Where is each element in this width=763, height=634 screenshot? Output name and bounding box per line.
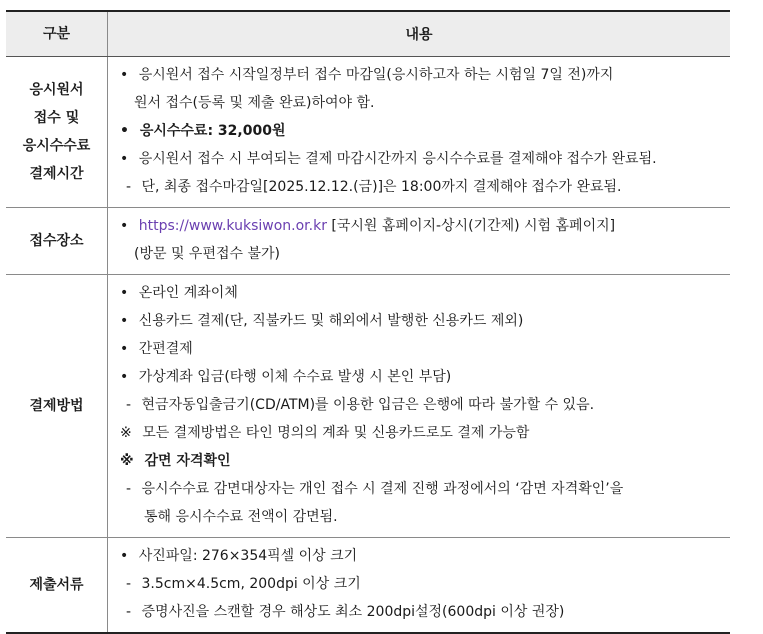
table-header-row — [6, 11, 730, 57]
category-line: 결제시간 — [29, 166, 84, 182]
dash-marker: - — [126, 481, 132, 497]
bullet-marker: • — [120, 218, 129, 234]
content-line — [120, 307, 726, 335]
line-text: [국시원 홈페이지-상시(기간제) 시험 홈페이지] — [331, 218, 616, 234]
content-line — [120, 542, 726, 570]
bullet-marker: • — [120, 369, 129, 385]
category-line: 응시수수료 — [22, 138, 91, 154]
row-content-location — [108, 208, 731, 275]
content-line — [120, 335, 726, 363]
category-line: 접수 및 — [33, 110, 80, 126]
content-line — [120, 391, 726, 419]
content-line — [120, 212, 726, 240]
line-text: 간편결제 — [138, 341, 193, 357]
reduction-heading: 감면 자격확인 — [144, 453, 231, 469]
category-line: 결제방법 — [29, 398, 84, 414]
content-line — [120, 145, 726, 173]
table-row — [6, 538, 730, 634]
content-line — [120, 419, 726, 447]
row-category-application — [6, 57, 108, 208]
category-line: 제출서류 — [29, 577, 84, 593]
fee-amount-text: 응시수수료: 32,000원 — [139, 123, 286, 139]
kuksiwon-website-link[interactable]: https://www.kuksiwon.or.kr — [138, 218, 327, 234]
line-text: 3.5cm×4.5cm, 200dpi 이상 크기 — [141, 576, 361, 592]
content-line — [120, 447, 726, 475]
bullet-marker: • — [120, 285, 129, 301]
bullet-marker: • — [120, 123, 129, 139]
dash-marker: - — [126, 604, 132, 620]
category-line: 접수장소 — [29, 233, 84, 249]
content-line — [120, 117, 726, 145]
line-text: 통해 응시수수료 전액이 감면됨. — [144, 509, 338, 525]
header-category: 구분 — [6, 11, 108, 57]
content-line — [120, 173, 726, 201]
category-line: 응시원서 — [29, 82, 84, 98]
dash-marker: - — [126, 397, 132, 413]
table-row — [6, 208, 730, 275]
content-line — [120, 598, 726, 626]
content-line — [120, 61, 726, 89]
content-line — [120, 89, 726, 117]
content-line — [120, 570, 726, 598]
bullet-marker: • — [120, 341, 129, 357]
row-content-application — [108, 57, 731, 208]
line-text: 모든 결제방법은 타인 명의의 계좌 및 신용카드로도 결제 가능함 — [142, 425, 530, 441]
content-line — [120, 279, 726, 307]
bullet-marker: • — [120, 548, 129, 564]
dash-marker: - — [126, 179, 132, 195]
line-text: 단, 최종 접수마감일[2025.12.12.(금)]은 18:00까지 결제해야 접수가 완료됨. — [141, 179, 622, 195]
line-text: 원서 접수(등록 및 제출 완료)하여야 함. — [134, 95, 375, 111]
row-category-payment — [6, 275, 108, 538]
line-text: 신용카드 결제(단, 직불카드 및 해외에서 발행한 신용카드 제외) — [138, 313, 524, 329]
line-text: (방문 및 우편접수 불가) — [134, 246, 280, 262]
exam-application-table — [6, 10, 730, 634]
bullet-marker: • — [120, 151, 129, 167]
table-row — [6, 275, 730, 538]
line-text: 가상계좌 입금(타행 이체 수수료 발생 시 본인 부담) — [138, 369, 452, 385]
content-line — [120, 503, 726, 531]
row-content-documents — [108, 538, 731, 634]
line-text: 온라인 계좌이체 — [138, 285, 238, 301]
row-category-documents — [6, 538, 108, 634]
line-text: 응시원서 접수 시작일정부터 접수 마감일(응시하고자 하는 시험일 7일 전)까지 — [138, 67, 614, 83]
dash-marker: - — [126, 576, 132, 592]
row-category-location — [6, 208, 108, 275]
bullet-marker: • — [120, 67, 129, 83]
content-line — [120, 240, 726, 268]
content-line — [120, 363, 726, 391]
note-marker: ※ — [120, 425, 132, 441]
header-content: 내용 — [108, 11, 731, 57]
content-line — [120, 475, 726, 503]
line-text: 현금자동입출금기(CD/ATM)를 이용한 입금은 은행에 따라 불가할 수 있음. — [141, 397, 595, 413]
line-text: 응시원서 접수 시 부여되는 결제 마감시간까지 응시수수료를 결제해야 접수가 완료됨. — [138, 151, 657, 167]
row-content-payment — [108, 275, 731, 538]
note-marker: ※ — [120, 453, 134, 469]
line-text: 응시수수료 감면대상자는 개인 접수 시 결제 진행 과정에서의 ‘감면 자격확인’을 — [141, 481, 624, 497]
bullet-marker: • — [120, 313, 129, 329]
line-text: 사진파일: 276×354픽셀 이상 크기 — [138, 548, 358, 564]
line-text: 증명사진을 스캔할 경우 해상도 최소 200dpi설정(600dpi 이상 권장) — [141, 604, 565, 620]
table-row — [6, 57, 730, 208]
